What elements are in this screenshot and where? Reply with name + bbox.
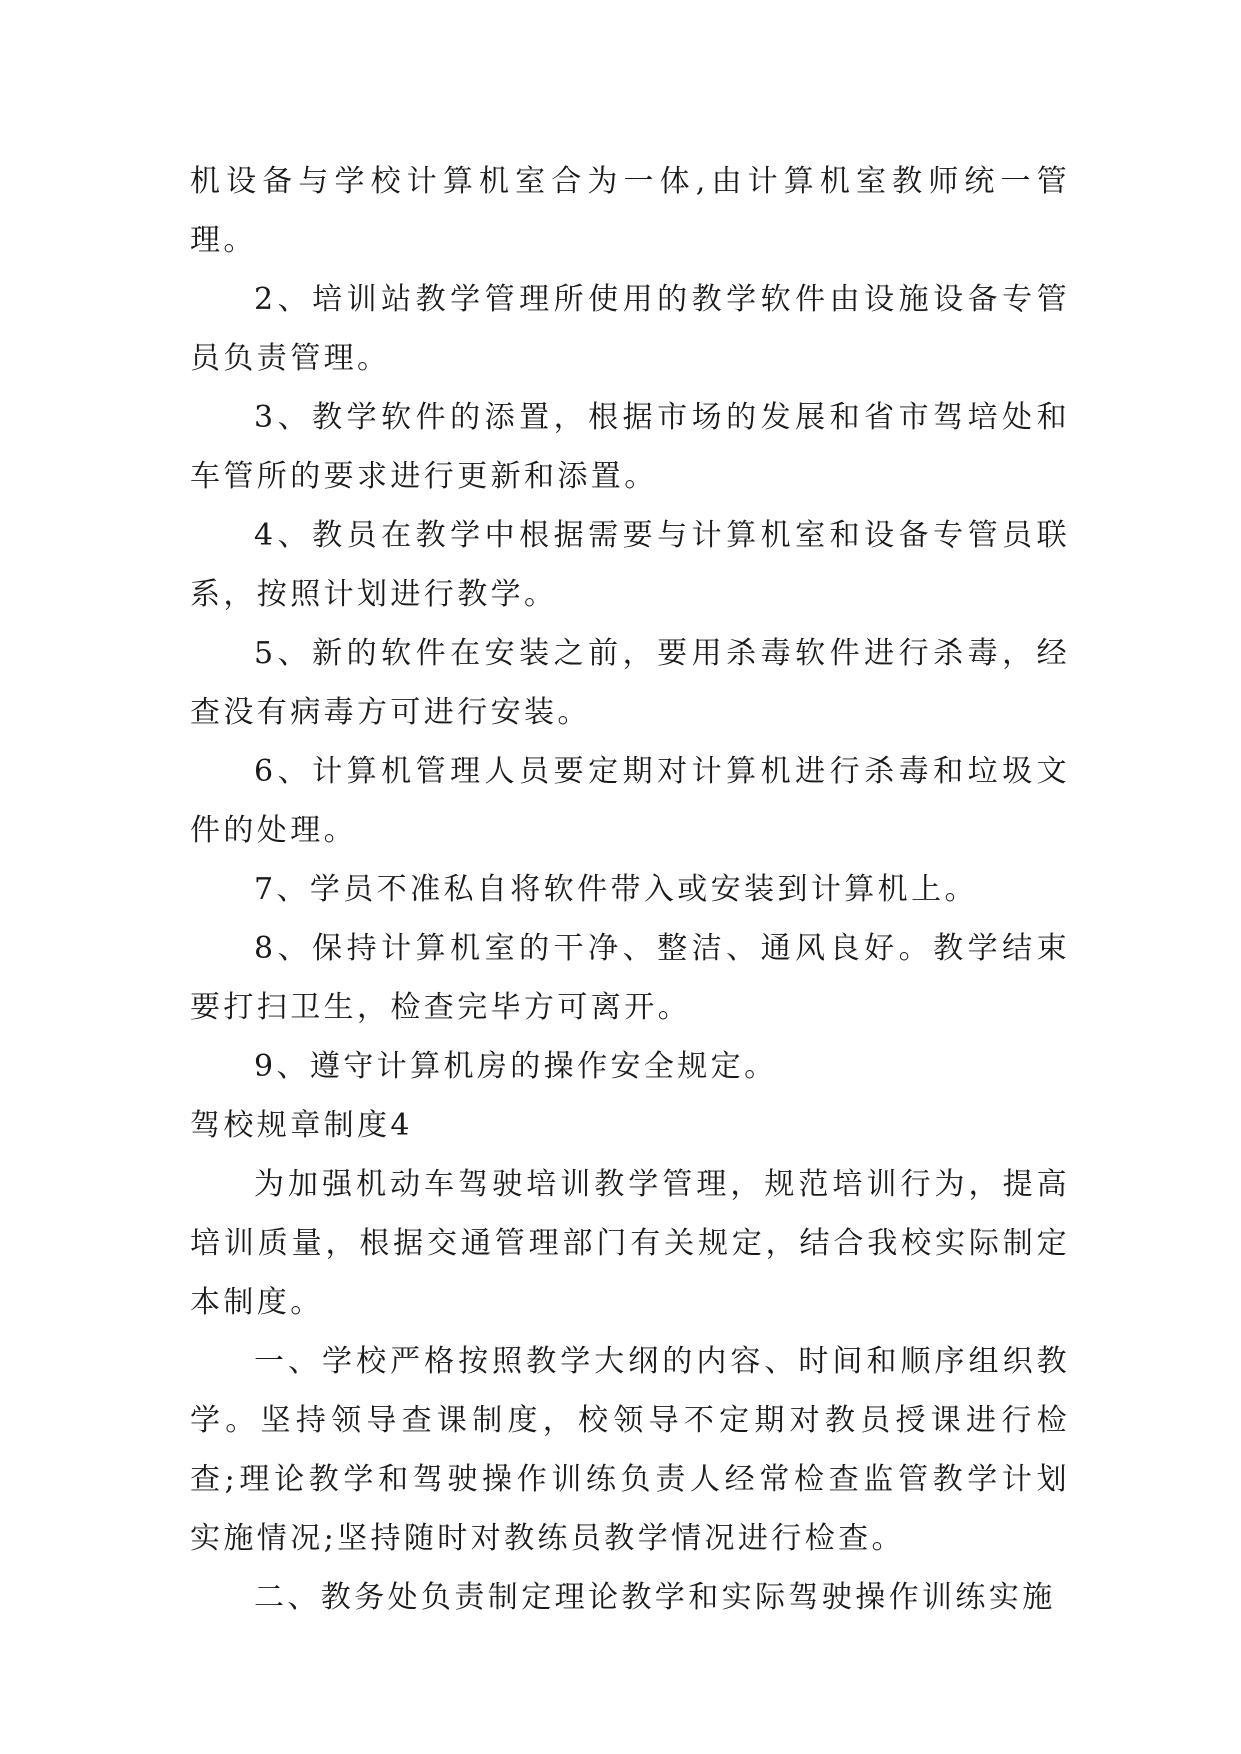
paragraph-rule-7: 7、学员不准私自将软件带入或安装到计算机上。	[254, 872, 978, 907]
paragraph-rule-6: 6、计算机管理人员要定期对计算机进行杀毒和垃圾文件的处理。	[190, 754, 1070, 848]
paragraph-rule-2: 2、培训站教学管理所使用的教学软件由设施设备专管员负责管理。	[190, 282, 1070, 376]
section-heading: 驾校规章制度4	[190, 1108, 413, 1143]
paragraph-rule-4: 4、教员在教学中根据需要与计算机室和设备专管员联系，按照计划进行教学。	[190, 518, 1070, 612]
paragraph-rule-3: 3、教学软件的添置，根据市场的发展和省市驾培处和车管所的要求进行更新和添置。	[190, 400, 1070, 494]
paragraph-item-two: 二、教务处负责制定理论教学和实际驾驶操作训练实施	[254, 1580, 1056, 1615]
paragraph-item-one: 一、学校严格按照教学大纲的内容、时间和顺序组织教学。坚持领导查课制度，校领导不定期对教员授课进行检查;理论教学和驾驶操作训练负责人经常检查监管教学计划实施情况;坚持随时对教练员教学情况进行检查。	[190, 1344, 1070, 1556]
paragraph-rule-5: 5、新的软件在安装之前，要用杀毒软件进行杀毒，经查没有病毒方可进行安装。	[190, 636, 1070, 730]
paragraph-rule-8: 8、保持计算机室的干净、整洁、通风良好。教学结束要打扫卫生，检查完毕方可离开。	[190, 931, 1070, 1025]
paragraph-rule-9: 9、遵守计算机房的操作安全规定。	[254, 1049, 778, 1084]
paragraph-continuation: 机设备与学校计算机室合为一体,由计算机室教师统一管理。	[190, 164, 1070, 258]
document-body	[190, 152, 1070, 1627]
paragraph-intro: 为加强机动车驾驶培训教学管理，规范培训行为，提高培训质量，根据交通管理部门有关规定，结合我校实际制定本制度。	[190, 1167, 1070, 1320]
